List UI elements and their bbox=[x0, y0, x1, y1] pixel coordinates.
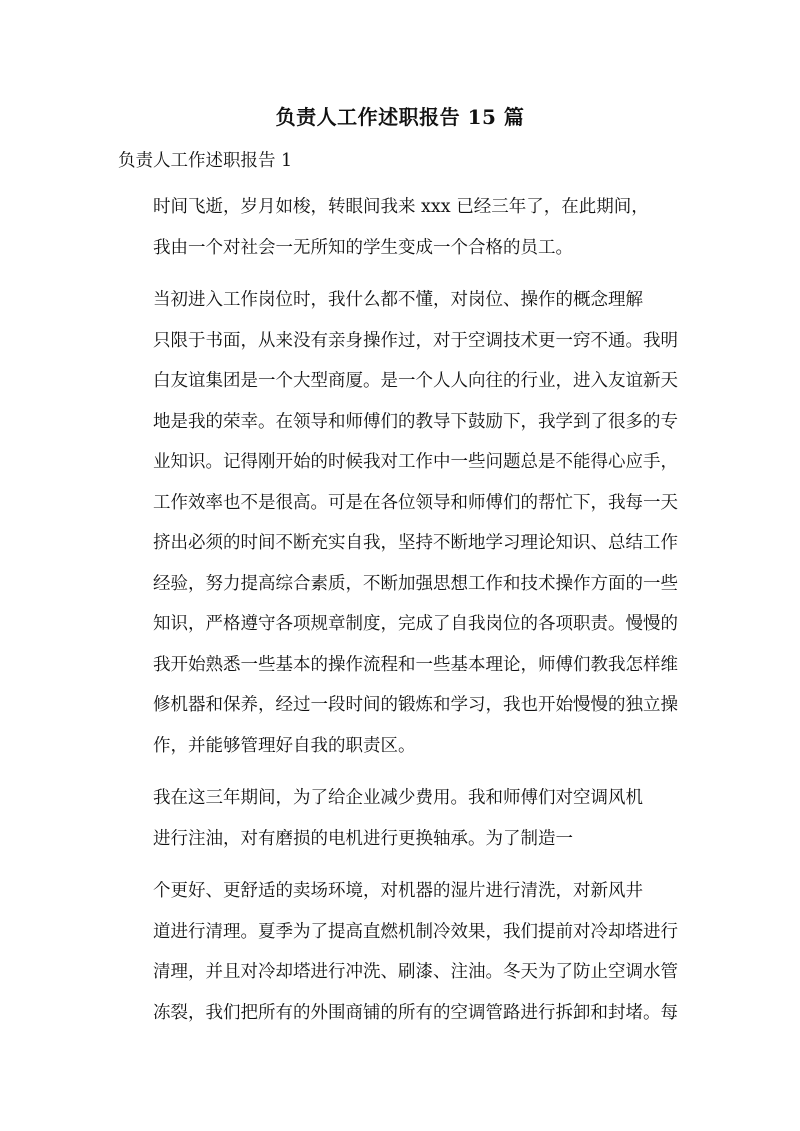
paragraph-line: 修机器和保养，经过一段时间的锻炼和学习，我也开始慢慢的独立操 bbox=[153, 695, 678, 715]
paragraph bbox=[118, 280, 686, 766]
paragraph bbox=[118, 871, 686, 1033]
document-body bbox=[118, 187, 686, 1045]
paragraph-line: 作，并能够管理好自我的职责区。 bbox=[153, 735, 416, 756]
paragraph-line: 知识，严格遵守各项规章制度，完成了自我岗位的各项职责。慢慢的 bbox=[153, 614, 678, 634]
paragraph-line: 当初进入工作岗位时，我什么都不懂，对岗位、操作的概念理解 bbox=[153, 290, 643, 310]
paragraph-line: 冻裂，我们把所有的外围商铺的所有的空调管路进行拆卸和封堵。每 bbox=[153, 1002, 678, 1023]
paragraph bbox=[118, 778, 686, 859]
paragraph-line: 清理，并且对冷却塔进行冲洗、刷漆、注油。冬天为了防止空调水管 bbox=[153, 962, 678, 982]
paragraph-line: 我在这三年期间，为了给企业减少费用。我和师傅们对空调风机 bbox=[153, 788, 643, 808]
paragraph-line: 白友谊集团是一个大型商厦。是一个人人向往的行业，进入友谊新天 bbox=[153, 371, 678, 391]
paragraph-line: 挤出必须的时间不断充实自我，坚持不断地学习理论知识、总结工作 bbox=[153, 533, 678, 553]
paragraph-line: 我开始熟悉一些基本的操作流程和一些基本理论，师傅们教我怎样维 bbox=[153, 654, 678, 675]
paragraph-line: 进行注油，对有磨损的电机进行更换轴承。为了制造一 bbox=[153, 828, 573, 849]
paragraph-line: 道进行清理。夏季为了提高直燃机制冷效果，我们提前对冷却塔进行 bbox=[153, 921, 678, 942]
paragraph-line: 时间飞逝，岁月如梭，转眼间我来 xxx 已经三年了，在此期间， bbox=[153, 197, 649, 217]
paragraph-line: 业知识。记得刚开始的时候我对工作中一些问题总是不能得心应手， bbox=[153, 452, 678, 472]
paragraph-line: 地是我的荣幸。在领导和师傅们的教导下鼓励下，我学到了很多的专 bbox=[153, 411, 678, 432]
paragraph-line: 经验，努力提高综合素质，不断加强思想工作和技术操作方面的一些 bbox=[153, 573, 678, 594]
paragraph-line: 我由一个对社会一无所知的学生变成一个合格的员工。 bbox=[153, 237, 573, 258]
paragraph-line: 个更好、更舒适的卖场环境，对机器的湿片进行清洗，对新风井 bbox=[153, 881, 643, 901]
paragraph-line: 只限于书面，从来没有亲身操作过，对于空调技术更一窍不通。我明 bbox=[153, 330, 678, 351]
section-heading: 负责人工作述职报告 1 bbox=[118, 151, 293, 171]
document-title: 负责人工作述职报告 15 篇 bbox=[275, 105, 525, 129]
paragraph-line: 工作效率也不是很高。可是在各位领导和师傅们的帮忙下，我每一天 bbox=[153, 492, 678, 513]
paragraph bbox=[118, 187, 686, 268]
